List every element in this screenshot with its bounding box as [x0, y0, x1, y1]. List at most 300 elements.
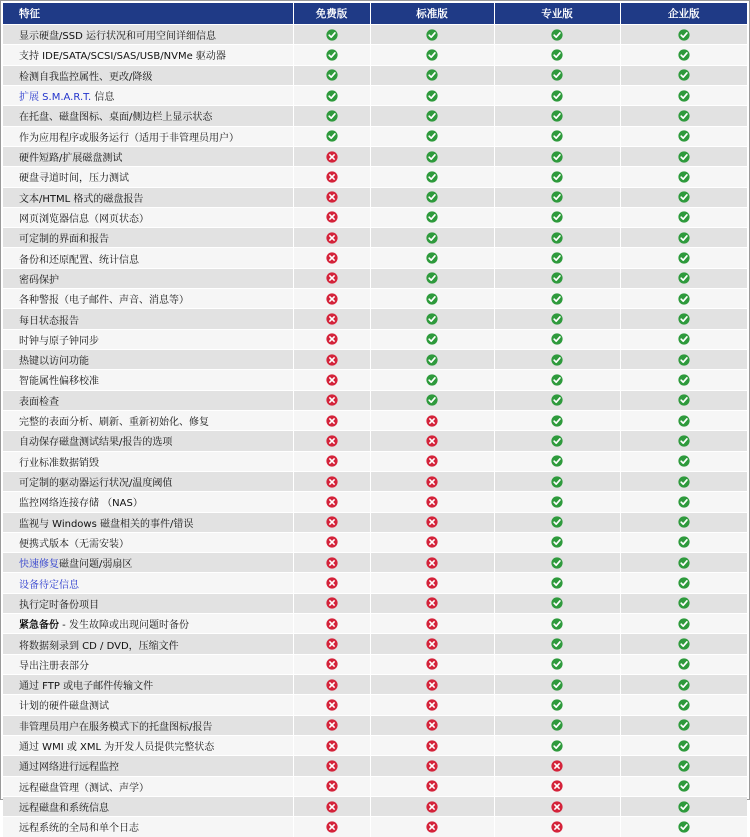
check-icon [426, 374, 438, 386]
availability-cell-standard [370, 471, 494, 491]
check-icon [678, 780, 690, 792]
feature-cell [3, 471, 293, 491]
cross-icon [326, 435, 338, 447]
check-icon [551, 435, 563, 447]
check-icon [678, 354, 690, 366]
check-icon [551, 313, 563, 325]
availability-cell-enterprise [620, 614, 747, 634]
check-icon [551, 69, 563, 81]
availability-cell-standard [370, 25, 494, 45]
check-icon [678, 557, 690, 569]
check-icon [678, 577, 690, 589]
cross-icon [326, 577, 338, 589]
feature-label: 网页浏览器信息（网页状态） [19, 213, 149, 225]
availability-cell-professional [494, 431, 620, 451]
availability-cell-enterprise [620, 573, 747, 593]
availability-cell-professional [494, 654, 620, 674]
check-icon [551, 49, 563, 61]
cross-icon [426, 496, 438, 508]
check-icon [551, 151, 563, 163]
cross-icon [326, 455, 338, 467]
check-icon [426, 90, 438, 102]
table-row [3, 268, 747, 288]
cross-icon [426, 455, 438, 467]
availability-cell-standard [370, 410, 494, 430]
feature-cell [3, 553, 293, 573]
table-row [3, 512, 747, 532]
feature-cell [3, 106, 293, 126]
availability-cell-enterprise [620, 796, 747, 816]
table-row [3, 492, 747, 512]
table-row [3, 614, 747, 634]
availability-cell-enterprise [620, 451, 747, 471]
availability-cell-free [293, 85, 370, 105]
check-icon [678, 679, 690, 691]
availability-cell-standard [370, 390, 494, 410]
feature-label: 非管理员用户在服务模式下的托盘图标/报告 [19, 721, 213, 733]
availability-cell-free [293, 268, 370, 288]
cross-icon [426, 699, 438, 711]
availability-cell-enterprise [620, 25, 747, 45]
check-icon [551, 618, 563, 630]
feature-label: - 发生故障或出现问题时备份 [59, 620, 189, 632]
feature-cell [3, 512, 293, 532]
cross-icon [426, 801, 438, 813]
availability-cell-professional [494, 796, 620, 816]
check-icon [678, 252, 690, 264]
check-icon [426, 69, 438, 81]
cross-icon [551, 780, 563, 792]
table-row [3, 735, 747, 755]
availability-cell-free [293, 776, 370, 796]
availability-cell-free [293, 309, 370, 329]
availability-cell-professional [494, 329, 620, 349]
feature-label: 可定制的界面和报告 [19, 234, 109, 246]
availability-cell-enterprise [620, 492, 747, 512]
availability-cell-enterprise [620, 167, 747, 187]
feature-label: 导出注册表部分 [19, 660, 89, 672]
header-professional-edition: 专业版 [494, 3, 620, 25]
feature-cell [3, 492, 293, 512]
check-icon [678, 130, 690, 142]
check-icon [678, 719, 690, 731]
availability-cell-standard [370, 715, 494, 735]
availability-cell-professional [494, 167, 620, 187]
availability-cell-enterprise [620, 65, 747, 85]
cross-icon [326, 719, 338, 731]
header-row [3, 3, 747, 25]
table-row [3, 289, 747, 309]
table-body [3, 25, 747, 837]
check-icon [551, 557, 563, 569]
feature-cell [3, 25, 293, 45]
cross-icon [326, 557, 338, 569]
availability-cell-standard [370, 573, 494, 593]
feature-label: 表面检查 [19, 396, 59, 408]
feature-label: 监控网络连接存储 （NAS） [19, 498, 143, 510]
cross-icon [426, 597, 438, 609]
availability-cell-professional [494, 614, 620, 634]
feature-cell [3, 735, 293, 755]
check-icon [678, 415, 690, 427]
cross-icon [326, 211, 338, 223]
feature-cell [3, 573, 293, 593]
cross-icon [326, 658, 338, 670]
cross-icon [326, 536, 338, 548]
cross-icon [326, 597, 338, 609]
check-icon [678, 801, 690, 813]
feature-label: 各种警报（电子邮件、声音、消息等） [19, 295, 189, 307]
check-icon [551, 719, 563, 731]
availability-cell-enterprise [620, 553, 747, 573]
check-icon [426, 333, 438, 345]
check-icon [678, 171, 690, 183]
feature-cell [3, 390, 293, 410]
feature-label: 硬盘寻道时间，压力测试 [19, 173, 129, 185]
check-icon [426, 272, 438, 284]
availability-cell-enterprise [620, 776, 747, 796]
table-row [3, 350, 747, 370]
table-row [3, 65, 747, 85]
feature-label: 可定制的驱动器运行状况/温度阈值 [19, 478, 173, 490]
check-icon [326, 29, 338, 41]
check-icon [551, 740, 563, 752]
availability-cell-enterprise [620, 289, 747, 309]
check-icon [678, 374, 690, 386]
check-icon [551, 232, 563, 244]
cross-icon [326, 476, 338, 488]
availability-cell-enterprise [620, 85, 747, 105]
availability-cell-enterprise [620, 471, 747, 491]
availability-cell-free [293, 756, 370, 776]
availability-cell-standard [370, 776, 494, 796]
availability-cell-professional [494, 25, 620, 45]
feature-label: 信息 [91, 92, 115, 104]
table-row [3, 634, 747, 654]
availability-cell-professional [494, 532, 620, 552]
feature-link[interactable]: 扩展 S.M.A.R.T. [19, 92, 92, 104]
cross-icon [326, 374, 338, 386]
check-icon [678, 49, 690, 61]
availability-cell-free [293, 289, 370, 309]
availability-cell-free [293, 451, 370, 471]
table-row [3, 573, 747, 593]
feature-cell [3, 207, 293, 227]
feature-cell [3, 228, 293, 248]
feature-label: 远程磁盘管理（测试、声学） [19, 782, 149, 794]
availability-cell-free [293, 390, 370, 410]
check-icon [678, 435, 690, 447]
availability-cell-professional [494, 126, 620, 146]
availability-cell-free [293, 675, 370, 695]
table-row [3, 756, 747, 776]
availability-cell-free [293, 573, 370, 593]
availability-cell-enterprise [620, 675, 747, 695]
availability-cell-free [293, 512, 370, 532]
feature-label: 密码保护 [19, 274, 59, 286]
check-icon [326, 49, 338, 61]
header-enterprise-edition: 企业版 [620, 3, 747, 25]
availability-cell-enterprise [620, 735, 747, 755]
availability-cell-free [293, 553, 370, 573]
availability-cell-professional [494, 553, 620, 573]
feature-comparison-table [3, 3, 747, 837]
cross-icon [426, 577, 438, 589]
feature-label: 将数据刻录到 CD / DVD，压缩文件 [19, 640, 179, 652]
feature-cell [3, 715, 293, 735]
feature-cell [3, 675, 293, 695]
check-icon [426, 293, 438, 305]
cross-icon [426, 536, 438, 548]
cross-icon [426, 780, 438, 792]
availability-cell-standard [370, 309, 494, 329]
availability-cell-professional [494, 268, 620, 288]
cross-icon [426, 415, 438, 427]
check-icon [551, 577, 563, 589]
feature-label: 备份和还原配置、统计信息 [19, 254, 139, 266]
header-standard-edition: 标准版 [370, 3, 494, 25]
cross-icon [326, 801, 338, 813]
availability-cell-enterprise [620, 309, 747, 329]
cross-icon [426, 760, 438, 772]
feature-label: 执行定时备份项目 [19, 599, 99, 611]
table-row [3, 126, 747, 146]
feature-cell [3, 614, 293, 634]
feature-cell [3, 776, 293, 796]
cross-icon [426, 658, 438, 670]
availability-cell-professional [494, 634, 620, 654]
feature-cell [3, 65, 293, 85]
header-free-edition: 免费版 [293, 3, 370, 25]
check-icon [426, 313, 438, 325]
table-row [3, 776, 747, 796]
availability-cell-standard [370, 817, 494, 837]
availability-cell-free [293, 532, 370, 552]
check-icon [678, 516, 690, 528]
availability-cell-professional [494, 228, 620, 248]
cross-icon [326, 313, 338, 325]
table-row [3, 329, 747, 349]
availability-cell-enterprise [620, 350, 747, 370]
availability-cell-enterprise [620, 228, 747, 248]
availability-cell-enterprise [620, 654, 747, 674]
check-icon [426, 130, 438, 142]
availability-cell-free [293, 593, 370, 613]
check-icon [678, 455, 690, 467]
feature-cell [3, 431, 293, 451]
availability-cell-standard [370, 167, 494, 187]
check-icon [551, 333, 563, 345]
check-icon [551, 536, 563, 548]
availability-cell-professional [494, 309, 620, 329]
availability-cell-enterprise [620, 532, 747, 552]
availability-cell-enterprise [620, 106, 747, 126]
feature-cell [3, 248, 293, 268]
feature-cell [3, 268, 293, 288]
check-icon [678, 760, 690, 772]
table-row [3, 207, 747, 227]
availability-cell-free [293, 695, 370, 715]
availability-cell-standard [370, 126, 494, 146]
check-icon [426, 252, 438, 264]
cross-icon [326, 394, 338, 406]
cross-icon [326, 740, 338, 752]
cross-icon [326, 252, 338, 264]
availability-cell-standard [370, 106, 494, 126]
table-row [3, 370, 747, 390]
feature-link[interactable]: 设备待定信息 [19, 579, 79, 591]
cross-icon [426, 719, 438, 731]
feature-cell [3, 817, 293, 837]
table-row [3, 390, 747, 410]
cross-icon [551, 760, 563, 772]
feature-label: 时钟与原子钟同步 [19, 335, 99, 347]
availability-cell-free [293, 248, 370, 268]
check-icon [678, 69, 690, 81]
cross-icon [426, 740, 438, 752]
availability-cell-enterprise [620, 410, 747, 430]
availability-cell-free [293, 654, 370, 674]
check-icon [551, 293, 563, 305]
feature-label: 文本/HTML 格式的磁盘报告 [19, 193, 144, 205]
availability-cell-enterprise [620, 593, 747, 613]
cross-icon [326, 618, 338, 630]
check-icon [426, 110, 438, 122]
feature-label: 远程系统的全局和单个日志 [19, 823, 139, 835]
availability-cell-standard [370, 593, 494, 613]
availability-cell-free [293, 207, 370, 227]
check-icon [678, 496, 690, 508]
feature-cell [3, 756, 293, 776]
availability-cell-enterprise [620, 512, 747, 532]
availability-cell-enterprise [620, 370, 747, 390]
cross-icon [426, 679, 438, 691]
availability-cell-professional [494, 593, 620, 613]
feature-label: 通过 FTP 或电子邮件传输文件 [19, 681, 154, 693]
cross-icon [426, 557, 438, 569]
availability-cell-standard [370, 65, 494, 85]
cross-icon [426, 516, 438, 528]
feature-label: 通过网络进行远程监控 [19, 762, 119, 774]
feature-cell [3, 634, 293, 654]
table-row [3, 553, 747, 573]
availability-cell-standard [370, 289, 494, 309]
check-icon [551, 354, 563, 366]
availability-cell-enterprise [620, 431, 747, 451]
table-row [3, 85, 747, 105]
availability-cell-free [293, 735, 370, 755]
feature-cell [3, 350, 293, 370]
feature-label: 完整的表面分析、刷新、重新初始化、修复 [19, 417, 209, 429]
cross-icon [326, 415, 338, 427]
availability-cell-professional [494, 817, 620, 837]
availability-cell-standard [370, 451, 494, 471]
feature-link[interactable]: 快速修复 [19, 559, 59, 571]
availability-cell-enterprise [620, 817, 747, 837]
availability-cell-free [293, 329, 370, 349]
availability-cell-free [293, 106, 370, 126]
availability-cell-enterprise [620, 268, 747, 288]
cross-icon [326, 516, 338, 528]
check-icon [551, 638, 563, 650]
check-icon [678, 618, 690, 630]
availability-cell-professional [494, 390, 620, 410]
availability-cell-professional [494, 45, 620, 65]
check-icon [326, 130, 338, 142]
availability-cell-standard [370, 431, 494, 451]
check-icon [426, 354, 438, 366]
feature-label: 自动保存磁盘测试结果/报告的选项 [19, 437, 173, 449]
availability-cell-standard [370, 268, 494, 288]
table-row [3, 106, 747, 126]
availability-cell-professional [494, 65, 620, 85]
availability-cell-standard [370, 492, 494, 512]
header-feature: 特征 [3, 3, 293, 25]
check-icon [426, 29, 438, 41]
cross-icon [326, 760, 338, 772]
availability-cell-free [293, 634, 370, 654]
check-icon [678, 394, 690, 406]
check-icon [551, 516, 563, 528]
check-icon [678, 536, 690, 548]
check-icon [678, 151, 690, 163]
availability-cell-professional [494, 471, 620, 491]
table-row [3, 532, 747, 552]
availability-cell-professional [494, 410, 620, 430]
availability-cell-professional [494, 695, 620, 715]
availability-cell-professional [494, 512, 620, 532]
feature-cell [3, 593, 293, 613]
cross-icon [326, 354, 338, 366]
cross-icon [326, 151, 338, 163]
check-icon [678, 699, 690, 711]
feature-label: 远程磁盘和系统信息 [19, 803, 109, 815]
cross-icon [326, 272, 338, 284]
availability-cell-standard [370, 146, 494, 166]
table-row [3, 167, 747, 187]
availability-cell-professional [494, 451, 620, 471]
feature-cell [3, 695, 293, 715]
feature-label-bold: 紧急备份 [19, 620, 59, 632]
availability-cell-enterprise [620, 390, 747, 410]
availability-cell-enterprise [620, 695, 747, 715]
feature-cell [3, 146, 293, 166]
check-icon [551, 374, 563, 386]
availability-cell-free [293, 817, 370, 837]
check-icon [551, 29, 563, 41]
check-icon [678, 232, 690, 244]
cross-icon [326, 780, 338, 792]
cross-icon [326, 679, 338, 691]
check-icon [678, 476, 690, 488]
cross-icon [551, 801, 563, 813]
availability-cell-standard [370, 187, 494, 207]
feature-cell [3, 85, 293, 105]
availability-cell-enterprise [620, 146, 747, 166]
check-icon [426, 394, 438, 406]
availability-cell-standard [370, 350, 494, 370]
table-row [3, 431, 747, 451]
availability-cell-standard [370, 207, 494, 227]
feature-label: 行业标准数据销毁 [19, 457, 99, 469]
check-icon [551, 394, 563, 406]
feature-cell [3, 289, 293, 309]
cross-icon [426, 638, 438, 650]
availability-cell-professional [494, 187, 620, 207]
availability-cell-enterprise [620, 248, 747, 268]
check-icon [678, 272, 690, 284]
availability-cell-professional [494, 146, 620, 166]
